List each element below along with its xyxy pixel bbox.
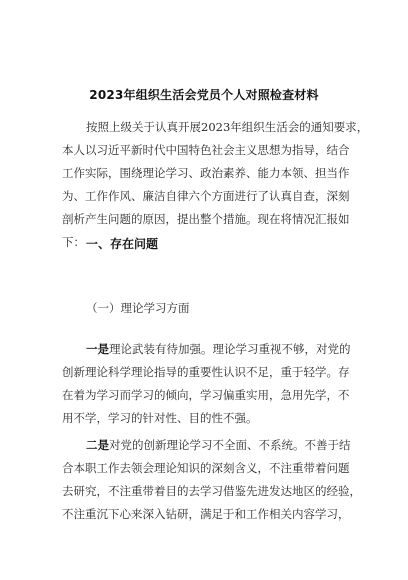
item-lead: 二是 xyxy=(86,438,109,452)
section-heading-problems: 一、存在问题 xyxy=(86,237,159,251)
item-first-line xyxy=(62,434,352,457)
item-paragraph-2 xyxy=(62,434,361,526)
item-line: 去研究，不注重带着目的去学习借鉴先进发达地区的经验， xyxy=(62,484,361,498)
item-line: 不注重沉下心来深入钻研，满足于和工作相关内容学习， xyxy=(62,507,350,521)
intro-line: 工作实际，围绕理论学习、政治素养、能力本领、担当作 xyxy=(62,166,350,180)
item-line: 创新理论科学理论指导的重要性认识不足，重于轻学。存 xyxy=(62,365,350,379)
intro-line: 按照上级关于认真开展2023年组织生活会的通知要求， xyxy=(86,120,369,134)
item-line: 合本职工作去领会理论知识的深刻含义，不注重带着问题 xyxy=(62,461,350,475)
intro-line: 为、工作作风、廉洁自律六个方面进行了认真自查，深刻 xyxy=(62,189,350,203)
item-first-line-text: 理论武装有待加强。理论学习重视不够，对党的 xyxy=(109,342,351,356)
intro-line: 本人以习近平新时代中国特色社会主义思想为指导，结合 xyxy=(62,143,350,157)
item-lead: 一是 xyxy=(86,342,109,356)
item-line: 在着为学习而学习的倾向，学习偏重实用，急用先学，不 xyxy=(62,388,350,402)
item-line: 用不学，学习的针对性、目的性不强。 xyxy=(62,411,258,425)
item-paragraph-1 xyxy=(62,338,352,430)
intro-line: 下： xyxy=(62,235,85,249)
item-first-line xyxy=(62,338,352,361)
item-first-line-text: 对党的创新理论学习不全面、不系统。不善于结 xyxy=(109,438,351,452)
document-title: 2023年组织生活会党员个人对照检查材料 xyxy=(89,88,319,102)
subsection-heading-theory-study: （一）理论学习方面 xyxy=(86,301,190,315)
intro-line: 剖析产生问题的原因，提出整个措施。现在将情况汇报如 xyxy=(62,212,350,226)
